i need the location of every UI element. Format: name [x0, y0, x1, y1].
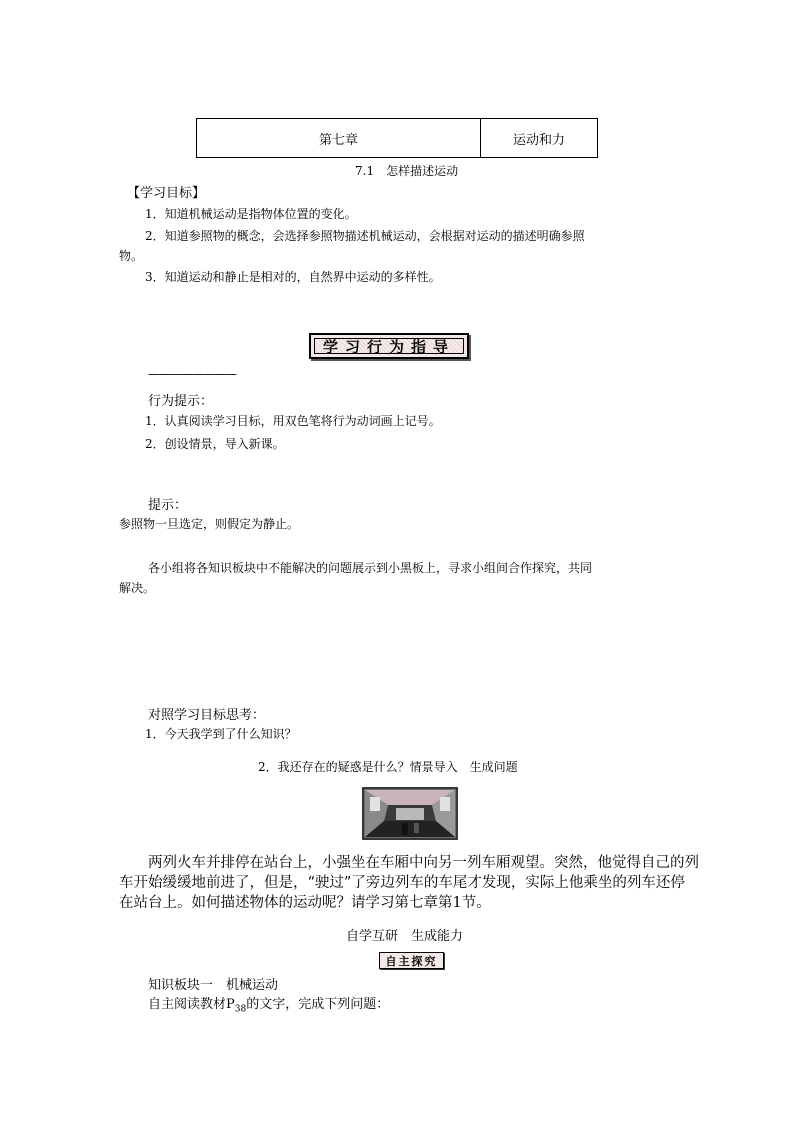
train-interior-photo: [362, 787, 458, 840]
goal-item-2: 2．知道参照物的概念，会选择参照物描述机械运动，会根据对运动的描述明确参照: [145, 229, 585, 243]
chapter-header-table: [196, 118, 598, 158]
section-title: 7.1 怎样描述运动: [355, 164, 459, 178]
self-study-title: 自学互研 生成能力: [346, 929, 464, 944]
group-text-line-2: 解决。: [119, 581, 156, 595]
study-guide-banner: [309, 333, 469, 359]
knowledge-task-page: 38: [234, 1004, 247, 1015]
hint-text: 参照物一旦选定，则假定为静止。: [119, 517, 300, 531]
reflect-item-1: 1．今天我学到了什么知识？: [145, 727, 297, 741]
reflect-item-2: 2．我还存在的疑惑是什么？情景导入 生成问题: [258, 760, 518, 774]
goals-heading: 【学习目标】: [127, 186, 206, 201]
group-text-line-1: 各小组将各知识板块中不能解决的问题展示到小黑板上，寻求小组间合作探究，共同: [148, 561, 593, 575]
behavior-heading: 行为提示：: [148, 394, 214, 409]
goal-item-2-cont: 物。: [119, 249, 144, 263]
behavior-item-1: 1．认真阅读学习目标，用双色笔将行为动词画上记号。: [145, 414, 441, 428]
scenario-line-1: 两列火车并排停在站台上，小强坐在车厢中向另一列车厢观望。突然，他觉得自己的列: [148, 855, 699, 871]
dash-line: ————————: [148, 367, 236, 381]
chapter-label: 第七章: [197, 119, 481, 157]
goal-item-3: 3．知道运动和静止是相对的，自然界中运动的多样性。: [145, 270, 441, 284]
reflect-heading: 对照学习目标思考：: [148, 708, 266, 723]
knowledge-task-suffix: 的文字，完成下列问题：: [246, 997, 390, 1012]
chapter-topic: 运动和力: [512, 132, 565, 148]
goal-item-1: 1．知道机械运动是指物体位置的变化。: [145, 207, 357, 221]
behavior-item-2: 2．创设情景，导入新课。: [145, 437, 285, 451]
study-guide-banner-text: 学习行为指导: [314, 338, 464, 354]
scenario-line-2: 车开始缓缓地前进了，但是，“驶过”了旁边列车的车尾才发现，实际上他乘坐的列车还停: [119, 875, 685, 891]
scenario-line-3: 在站台上。如何描述物体的运动呢？请学习第七章第1节。: [119, 895, 491, 911]
hint-heading: 提示：: [148, 498, 188, 513]
knowledge-task: [148, 993, 389, 1015]
knowledge-heading: 知识板块一 机械运动: [148, 978, 279, 993]
knowledge-task-prefix: 自主阅读教材P: [148, 997, 235, 1012]
self-explore-banner: 自主探究: [379, 952, 444, 969]
